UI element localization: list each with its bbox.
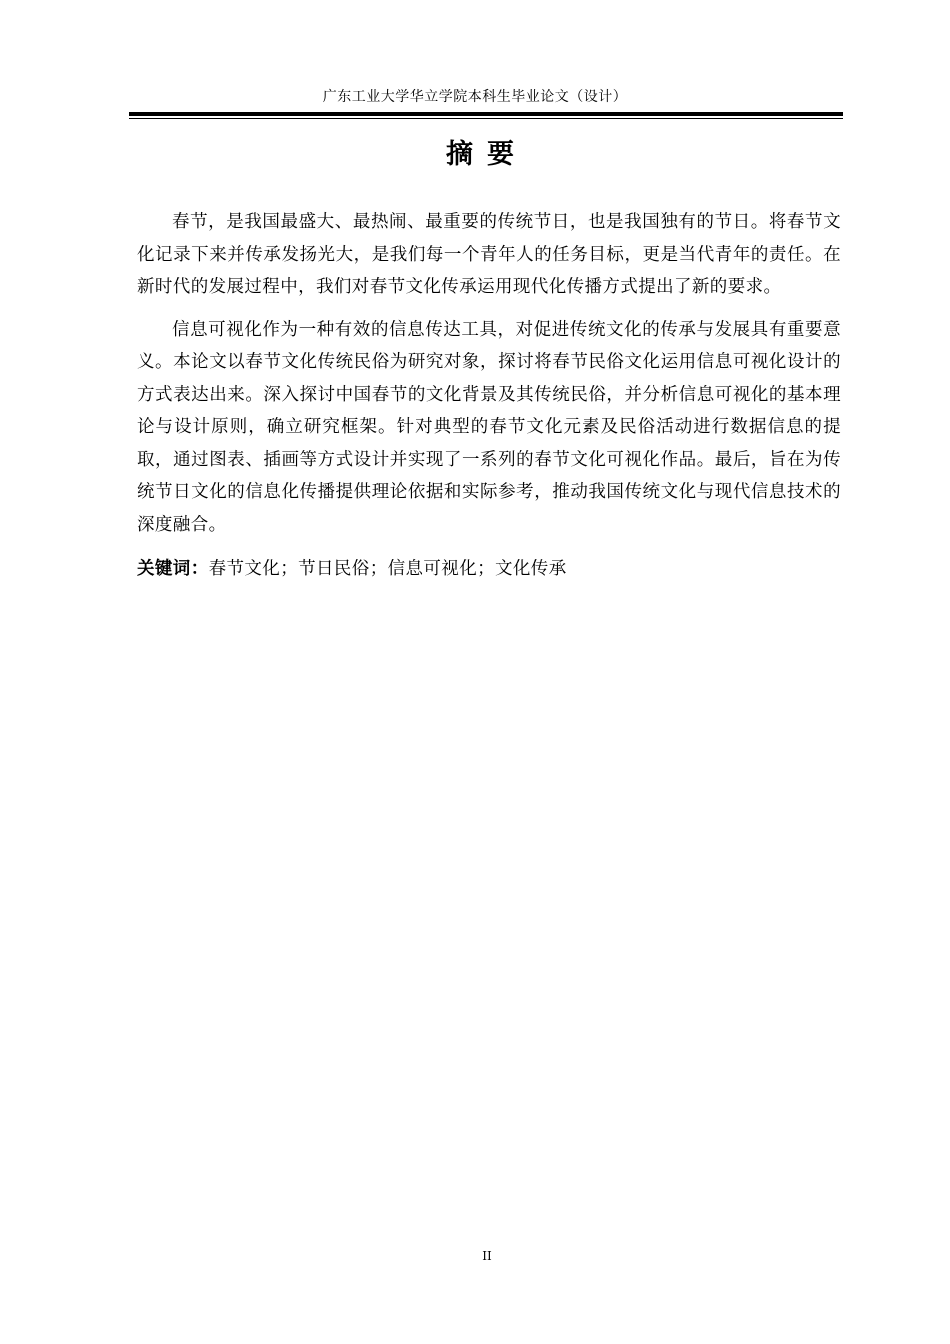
abstract-paragraph-1: 春节，是我国最盛大、最热闹、最重要的传统节日，也是我国独有的节日。将春节文化记录下来并传承发扬光大，是我们每一个青年人的任务目标，更是当代青年的责任。在新时代的发展过程中，我们对春节文化传承运用现代化传播方式提出了新的要求。	[137, 212, 841, 297]
page-title: 摘要	[446, 139, 528, 170]
abstract-paragraph-2: 信息可视化作为一种有效的信息传达工具，对促进传统文化的传承与发展具有重要意义。本论文以春节文化传统民俗为研究对象，探讨将春节民俗文化运用信息可视化设计的方式表达出来。深入探讨中国春节的文化背景及其传统民俗，并分析信息可视化的基本理论与设计原则，确立研究框架。针对典型的春节文化元素及民俗活动进行数据信息的提取，通过图表、插画等方式设计并实现了一系列的春节文化可视化作品。最后，旨在为传统节日文化的信息化传播提供理论依据和实际参考，推动我国传统文化与现代信息技术的深度融合。	[137, 319, 841, 535]
header-rule-thick	[129, 112, 843, 116]
abstract-body	[137, 206, 841, 585]
keywords-label: 关键词：	[137, 559, 209, 579]
keywords-text: 春节文化；节日民俗；信息可视化；文化传承	[208, 559, 567, 579]
page-number: II	[482, 1249, 492, 1263]
running-header: 广东工业大学华立学院本科生毕业论文（设计）	[322, 89, 628, 105]
keywords-line	[137, 553, 841, 585]
header-rule-thin	[129, 118, 843, 119]
